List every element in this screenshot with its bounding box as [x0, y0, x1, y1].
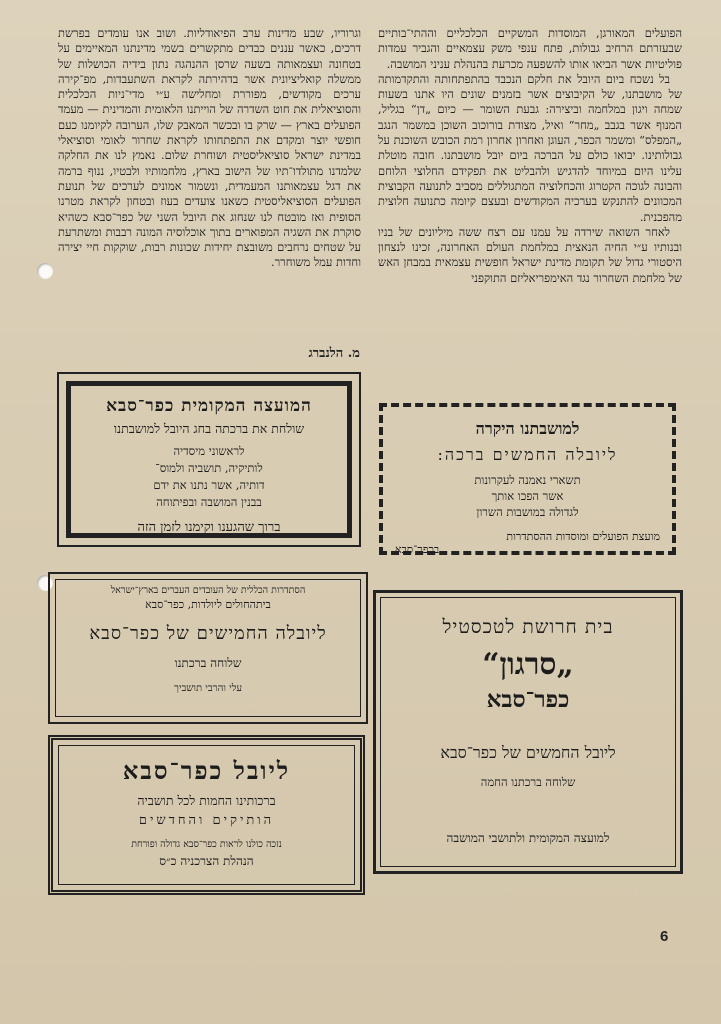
ad-frame — [379, 403, 676, 555]
ad-org: הסתדרות הכללית של העובדים העברים בארץ־ישראל — [110, 585, 306, 596]
ad-verse — [395, 472, 660, 520]
ad-wish: שלוחה ברכתנו החמה — [480, 775, 576, 789]
ad-signer: הנהלת הצרכניה כ״ס — [159, 854, 254, 868]
ad-verse — [81, 443, 337, 511]
binder-hole — [37, 263, 53, 279]
ad-line: בית חרושת לטכסטיל — [442, 616, 614, 638]
ad-maternity-hospital — [48, 572, 368, 724]
article-paragraph: הפועלים המאורגן, המוסדות המשקיים הכלכליים וההתי־בותיים שבעזרתם הרחיב גבולות, פתח ענפי משק עצמאיים והגביר עמדות פוליטיות אשר הביאו אותו להשפעה מכרעת בהנהלת עניני המושבה. — [378, 26, 682, 71]
ad-title: ליובל כפר־סבא — [122, 756, 291, 785]
verse-line: לותיקיה, תושביה ולמוס־ — [155, 461, 263, 475]
article-column-right — [378, 26, 682, 286]
ad-workers-council — [375, 399, 680, 559]
verse-line: בבנין המושבה ובפיתוחה — [156, 495, 262, 509]
ad-local-council — [57, 372, 361, 547]
ad-closing: ברוך שהגענו וקימנו לזמן הזה — [137, 520, 281, 535]
ad-footer: עלי והרבי תושביך — [173, 683, 243, 694]
ad-recipient: למועצה המקומית ולתושבי המושבה — [446, 831, 610, 845]
ad-title: המועצה המקומית כפר־סבא — [106, 396, 312, 416]
verse-line: אשר הפכו אותך — [491, 489, 564, 503]
ad-city: כפר־סבא — [486, 686, 570, 713]
ad-signer: מועצת הפועלים ומוסדות ההסתדרות — [506, 530, 660, 543]
ad-frame — [66, 381, 352, 538]
ad-jubilee: ליובל החמשים של כפר־סבא — [440, 743, 616, 762]
verse-line: דותיה, אשר נתנו את ידם — [153, 478, 265, 492]
ad-subtitle: ליובלה החמשים ברכה: — [437, 445, 618, 464]
ad-name: ביתהחולים ליולדות, כפר־סבא — [145, 598, 271, 611]
ad-line: ברכותינו החמות לכל תושביה — [137, 793, 276, 808]
ad-sargon-textile — [373, 590, 683, 874]
article-paragraph: לאחר השואה שירדה על עמנו עם רצח ששה מיליונים של בניו ובנותיו ע״י החיה הנאצית במלחמת העולם האחרונה, זכינו לנצחון היסטורי גדול של תקומת מדינת ישראל חופשית עצמאית במבחן האש של מלחמת השחרור נגד האימפריאליזם התוקפני — [378, 224, 682, 285]
ad-wish: שלוחה ברכתנו — [174, 656, 242, 670]
article-paragraph: בל נשכח ביום היובל את חלקם הנכבד בהתפתחותה והתקדמותה של מושבתנו, של הקיבוצים אשר בזמנים שונים היו אתנו בשעות שמחה ויגון במלחמה וביצירה: גבעת השומר — כיום „דן“ בגליל, המנוף אשר בגבב „מחר“ ואיל, מצודת בורוכוב השוכן במשמר הנגב „המפלס“ ומשמר הכפר, העוגן ואחרון אחרון רמת הכובש השוכנת על גבולותינו. יבואו כולם על הברכה ביום יובל מושבתנו. חובה מוטלת עלינו היום במיוחד להדגיש ולהבליט את תפקידם החלוצי הלוחם והבונה לגוכה הקטרוג והכחלוציה המתגוללים מסביב לתנועה הקבוצית המכוונים להתנקש בערכיה המקודשים ובעצם קיומה כתנועה חלוצית מהפכנית. — [378, 71, 682, 224]
ad-line: נזכה כולנו לראות כפר־סבא גדולה ופורחת — [131, 839, 282, 850]
ad-frame — [380, 597, 676, 867]
ad-title: למושבתנו היקרה — [475, 419, 580, 438]
ad-title: ליובלה החמישים של כפר־סבא — [89, 623, 327, 644]
article-signature: מ. הלנברג — [308, 346, 360, 361]
ad-frame — [58, 745, 355, 885]
ad-cooperative-store — [48, 735, 365, 895]
ad-place: בכפר־סבא — [395, 543, 440, 556]
ad-frame — [55, 579, 361, 717]
article-column-left — [58, 26, 361, 271]
ad-line: הותיקים והחדשים — [138, 813, 275, 828]
ad-subtitle: שולחת את ברכתה בחג היובל למושבתנו — [113, 421, 305, 436]
page-number: 6 — [660, 928, 669, 945]
verse-line: לגדולה במושבות השרון — [476, 505, 579, 519]
verse-line: לראשוני מיסדיה — [173, 444, 245, 458]
ad-brand-name: „סרגון“ — [482, 647, 574, 682]
verse-line: תשארי נאמנה לעקרונות — [474, 473, 581, 487]
article-paragraph: וגרוריו, שבע מדינות ערב הפיאודליות. ושוב אנו עומדים בפרשת דרכים, כאשר עננים כבדים מתקשרים בשמי מדינתנו המאיימים על בטחונה ועצמאותה בשעה שרסן ההנהגה נתון בידיה הכושלות של ממשלה קואליציונית אשר בדהירתה לקראת השתעבדות, מפ־קירה ערכים מקודשים, מפוררת ומחלישה ע״י מדי־ניות הכלכלית והסוציאלית את חוט השדרה של הוייתנו הלאומית והמדינית — מעמד הפועלים בארץ — שרק בו ובכשר המאבק שלו, הערובה לקיומנו כעם חופשי יוצר ומקדם את התפתחותו לקראת שחרור לאומי וסוציאלי במדינת ישראל סוציאליסטית ושוחרת שלום. נאמץ לנו את החלקה שלמדנו מתולדו־תיו של הישוב בארץ, מלחמותיו ולבטיו, ננוף ברמה את דגל עצמאותנו המעמדית, ונשמור אמונים לערכים של תנועת הפועלים הסוציאליסטית כשאנו צועדים בעוז ובטחון לקראת מטרנו הסופית ואז מובטח לנו שנחוג את היובל השני של כפר־סבא כשהיא סוקרת את השגיה המפוארים בתוך אוכלוסיה המונה רבבות ומשתרעת על שטחים נרחבים משובצת יחידות שכונות רבות, שוקקות חיי יצירה וחדות עמל משוחרר. — [58, 26, 361, 270]
